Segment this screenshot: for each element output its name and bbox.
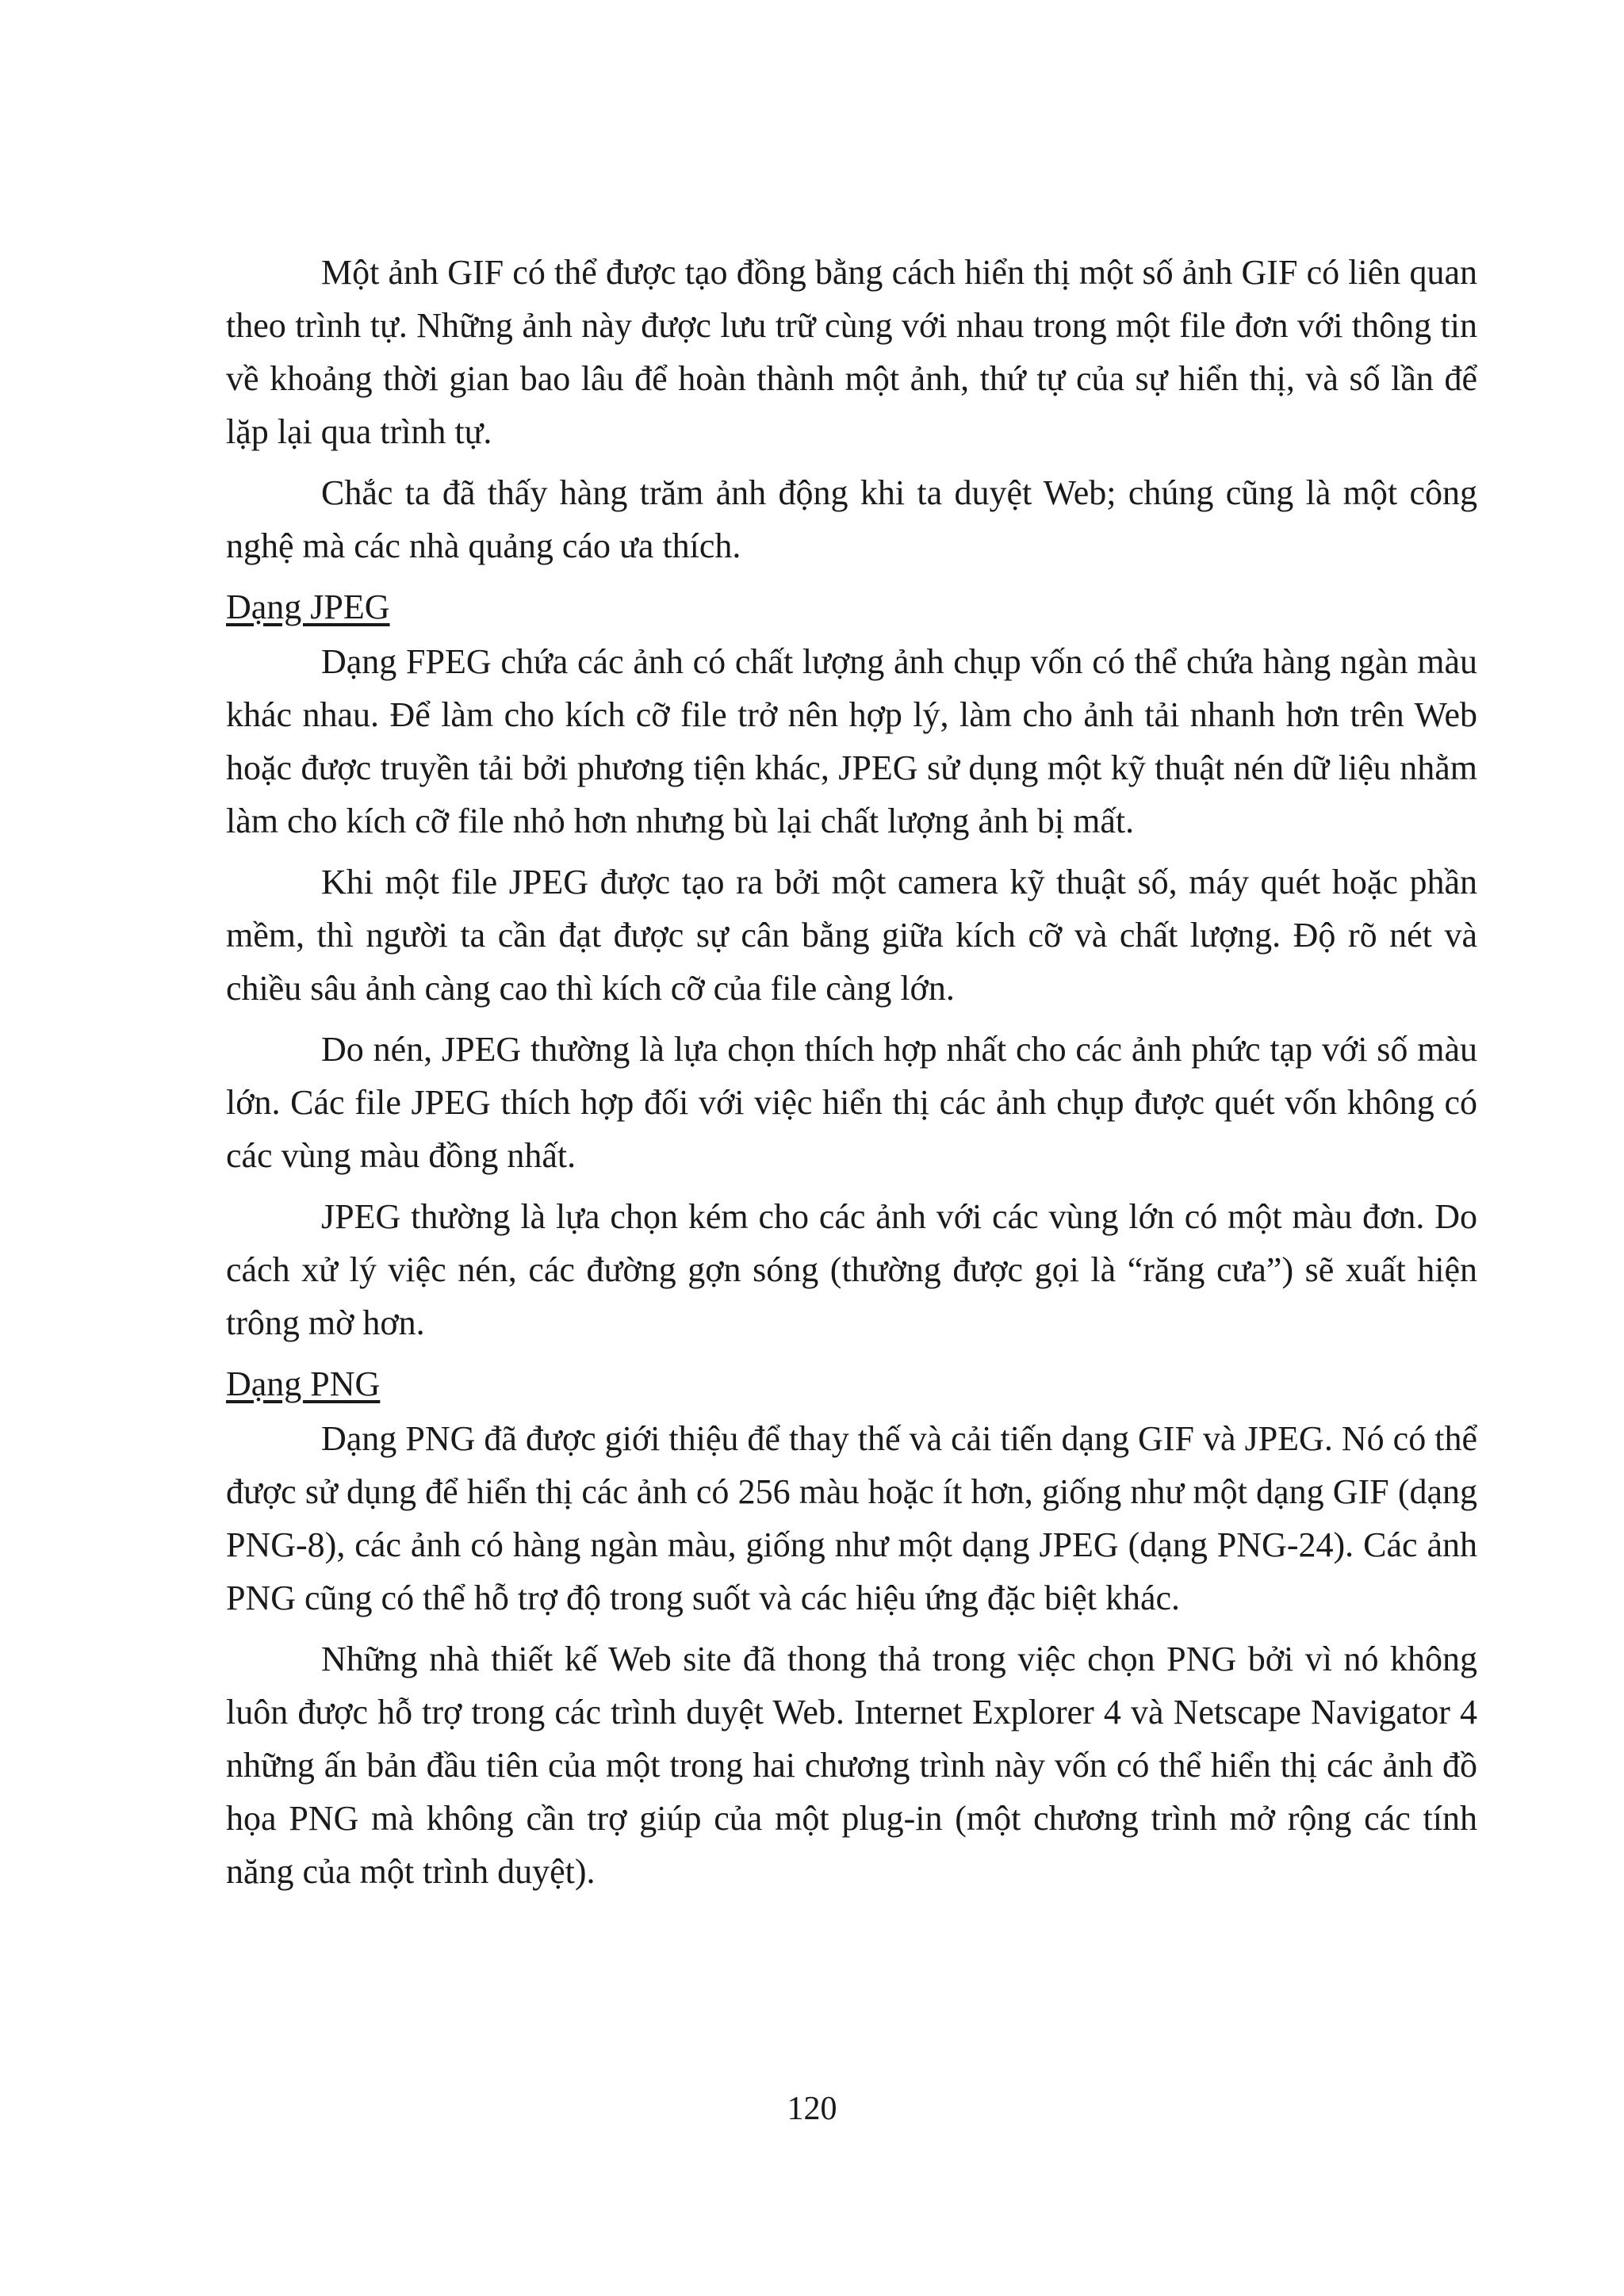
paragraph-jpeg-1: Dạng FPEG chứa các ảnh có chất lượng ảnh chụp vốn có thể chứa hàng ngàn màu khác nhau. Để làm cho kích cỡ file trở nên hợp lý, làm cho ảnh tải nhanh hơn trên Web hoặc được truyền tải bởi phương tiện khác, JPEG sử dụng một kỹ thuật nén dữ liệu nhằm làm cho kích cỡ file nhỏ hơn nhưng bù lại chất lượng ảnh bị mất.: [226, 642, 1477, 840]
section-heading-jpeg: Dạng JPEG: [226, 587, 390, 626]
paragraph-png-2: Những nhà thiết kế Web site đã thong thả trong việc chọn PNG bởi vì nó không luôn được hỗ trợ trong các trình duyệt Web. Internet Explorer 4 và Netscape Navigator 4 những ấn bản đầu tiên của một trong hai chương trình này vốn có thể hiển thị các ảnh đồ họa PNG mà không cần trợ giúp của một plug-in (một chương trình mở rộng các tính năng của một trình duyệt).: [226, 1640, 1477, 1891]
paragraph-png-1: Dạng PNG đã được giới thiệu để thay thế và cải tiến dạng GIF và JPEG. Nó có thể được sử dụng để hiển thị các ảnh có 256 màu hoặc ít hơn, giống như một dạng GIF (dạng PNG-8), các ảnh có hàng ngàn màu, giống như một dạng JPEG (dạng PNG-24). Các ảnh PNG cũng có thể hỗ trợ độ trong suốt và các hiệu ứng đặc biệt khác.: [226, 1419, 1477, 1617]
page-number: 120: [787, 2091, 837, 2127]
section-heading-png: Dạng PNG: [226, 1364, 381, 1403]
paragraph-animated-web: Chắc ta đã thấy hàng trăm ảnh động khi ta duyệt Web; chúng cũng là một công nghệ mà các nhà quảng cáo ưa thích.: [226, 473, 1477, 565]
paragraph-jpeg-2: Khi một file JPEG được tạo ra bởi một camera kỹ thuật số, máy quét hoặc phần mềm, thì người ta cần đạt được sự cân bằng giữa kích cỡ và chất lượng. Độ rõ nét và chiều sâu ảnh càng cao thì kích cỡ của file càng lớn.: [226, 863, 1477, 1008]
paragraph-jpeg-4: JPEG thường là lựa chọn kém cho các ảnh với các vùng lớn có một màu đơn. Do cách xử lý việc nén, các đường gợn sóng (thường được gọi là “răng cưa”) sẽ xuất hiện trông mờ hơn.: [226, 1197, 1477, 1342]
paragraph-gif-animation: Một ảnh GIF có thể được tạo đồng bằng cách hiển thị một số ảnh GIF có liên quan theo trình tự. Những ảnh này được lưu trữ cùng với nhau trong một file đơn với thông tin về khoảng thời gian bao lâu để hoàn thành một ảnh, thứ tự của sự hiển thị, và số lần để lặp lại qua trình tự.: [226, 253, 1477, 451]
page-body: [226, 246, 1477, 1906]
paragraph-jpeg-3: Do nén, JPEG thường là lựa chọn thích hợp nhất cho các ảnh phức tạp với số màu lớn. Các file JPEG thích hợp đối với việc hiển thị các ảnh chụp được quét vốn không có các vùng màu đồng nhất.: [226, 1030, 1477, 1175]
